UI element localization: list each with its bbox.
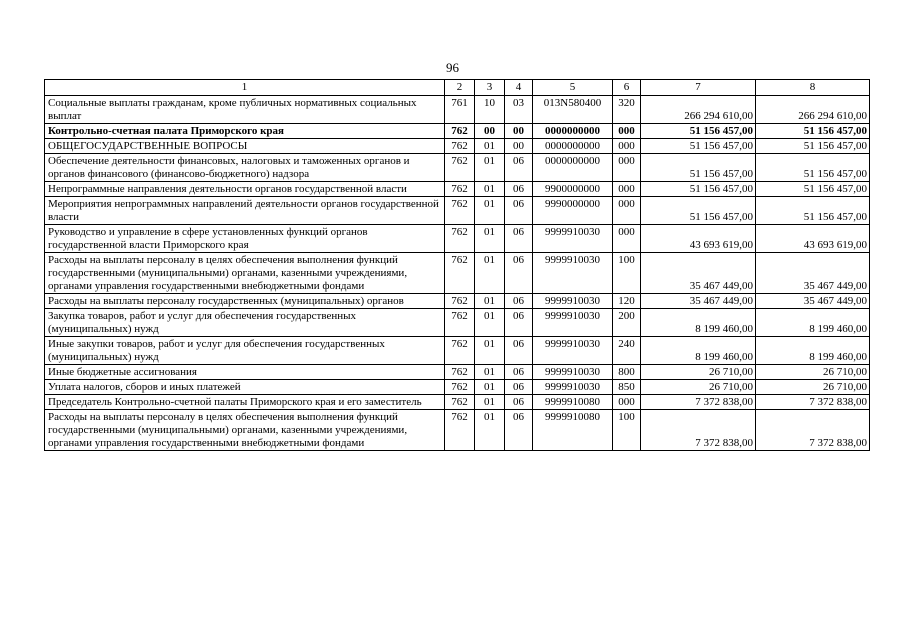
table-row [45, 395, 870, 410]
amount-cell: 51 156 457,00 [641, 139, 756, 154]
target-article-cell: 0000000000 [533, 139, 613, 154]
row-name-cell: Председатель Контрольно-счетной палаты Приморского края и его заместитель [45, 395, 445, 410]
table-row [45, 139, 870, 154]
section-code-cell: 01 [475, 337, 505, 365]
amount-cell: 26 710,00 [641, 380, 756, 395]
column-header: 2 [445, 80, 475, 96]
amount-cell: 51 156 457,00 [756, 124, 870, 139]
expense-type-cell: 000 [613, 182, 641, 197]
subsection-code-cell: 00 [505, 139, 533, 154]
admin-code-cell: 761 [445, 96, 475, 124]
table-body [45, 80, 870, 451]
expense-type-cell: 000 [613, 395, 641, 410]
amount-cell: 266 294 610,00 [641, 96, 756, 124]
expense-type-cell: 320 [613, 96, 641, 124]
expense-type-cell: 850 [613, 380, 641, 395]
table-row [45, 309, 870, 337]
column-header: 3 [475, 80, 505, 96]
expense-type-cell: 100 [613, 253, 641, 294]
table-row [45, 154, 870, 182]
row-name-cell: Уплата налогов, сборов и иных платежей [45, 380, 445, 395]
subsection-code-cell: 06 [505, 365, 533, 380]
row-name-cell: Закупка товаров, работ и услуг для обеспечения государственных (муниципальных) нужд [45, 309, 445, 337]
table-header-row [45, 80, 870, 96]
amount-cell: 7 372 838,00 [641, 410, 756, 451]
expense-type-cell: 120 [613, 294, 641, 309]
amount-cell: 51 156 457,00 [756, 154, 870, 182]
subsection-code-cell: 06 [505, 395, 533, 410]
row-name-cell: Обеспечение деятельности финансовых, налоговых и таможенных органов и органов финансового (финансово-бюджетного) надзора [45, 154, 445, 182]
amount-cell: 7 372 838,00 [756, 395, 870, 410]
table-row [45, 124, 870, 139]
target-article-cell: 9999910030 [533, 365, 613, 380]
target-article-cell: 0000000000 [533, 154, 613, 182]
row-name-cell: Непрограммные направления деятельности органов государственной власти [45, 182, 445, 197]
row-name-cell: Иные закупки товаров, работ и услуг для обеспечения государственных (муниципальных) нужд [45, 337, 445, 365]
table-row [45, 365, 870, 380]
target-article-cell: 013N580400 [533, 96, 613, 124]
section-code-cell: 01 [475, 197, 505, 225]
admin-code-cell: 762 [445, 410, 475, 451]
row-name-cell: Социальные выплаты гражданам, кроме публичных нормативных социальных выплат [45, 96, 445, 124]
admin-code-cell: 762 [445, 154, 475, 182]
section-code-cell: 01 [475, 380, 505, 395]
section-code-cell: 01 [475, 139, 505, 154]
expense-type-cell: 200 [613, 309, 641, 337]
expense-type-cell: 100 [613, 410, 641, 451]
amount-cell: 43 693 619,00 [641, 225, 756, 253]
admin-code-cell: 762 [445, 182, 475, 197]
amount-cell: 35 467 449,00 [756, 294, 870, 309]
table-row [45, 337, 870, 365]
amount-cell: 26 710,00 [641, 365, 756, 380]
admin-code-cell: 762 [445, 395, 475, 410]
amount-cell: 7 372 838,00 [756, 410, 870, 451]
target-article-cell: 9999910080 [533, 410, 613, 451]
target-article-cell: 9999910030 [533, 309, 613, 337]
target-article-cell: 9999910030 [533, 337, 613, 365]
amount-cell: 51 156 457,00 [641, 124, 756, 139]
column-header: 8 [756, 80, 870, 96]
subsection-code-cell: 06 [505, 225, 533, 253]
subsection-code-cell: 06 [505, 197, 533, 225]
admin-code-cell: 762 [445, 337, 475, 365]
target-article-cell: 9990000000 [533, 197, 613, 225]
expense-type-cell: 000 [613, 154, 641, 182]
expense-type-cell: 000 [613, 124, 641, 139]
expense-type-cell: 000 [613, 225, 641, 253]
column-header: 4 [505, 80, 533, 96]
section-code-cell: 01 [475, 294, 505, 309]
subsection-code-cell: 06 [505, 182, 533, 197]
amount-cell: 51 156 457,00 [756, 139, 870, 154]
table-row [45, 380, 870, 395]
expense-type-cell: 000 [613, 139, 641, 154]
table-row [45, 253, 870, 294]
section-code-cell: 10 [475, 96, 505, 124]
section-code-cell: 01 [475, 395, 505, 410]
amount-cell: 8 199 460,00 [641, 337, 756, 365]
amount-cell: 8 199 460,00 [641, 309, 756, 337]
table-row [45, 182, 870, 197]
admin-code-cell: 762 [445, 197, 475, 225]
section-code-cell: 01 [475, 225, 505, 253]
column-header: 6 [613, 80, 641, 96]
admin-code-cell: 762 [445, 380, 475, 395]
subsection-code-cell: 06 [505, 337, 533, 365]
amount-cell: 8 199 460,00 [756, 337, 870, 365]
section-code-cell: 01 [475, 253, 505, 294]
table-row [45, 197, 870, 225]
amount-cell: 51 156 457,00 [641, 182, 756, 197]
row-name-cell: Руководство и управление в сфере установленных функций органов государственной власти Приморского края [45, 225, 445, 253]
row-name-cell: Мероприятия непрограммных направлений деятельности органов государственной власти [45, 197, 445, 225]
row-name-cell: Расходы на выплаты персоналу в целях обеспечения выполнения функций государственными (муниципальными) органами, казенными учреждениями, органами управления государственными внебюджетными фондами [45, 253, 445, 294]
section-code-cell: 01 [475, 410, 505, 451]
subsection-code-cell: 06 [505, 253, 533, 294]
row-name-cell: Контрольно-счетная палата Приморского края [45, 124, 445, 139]
amount-cell: 35 467 449,00 [756, 253, 870, 294]
amount-cell: 51 156 457,00 [756, 182, 870, 197]
subsection-code-cell: 00 [505, 124, 533, 139]
subsection-code-cell: 06 [505, 380, 533, 395]
row-name-cell: ОБЩЕГОСУДАРСТВЕННЫЕ ВОПРОСЫ [45, 139, 445, 154]
column-header: 7 [641, 80, 756, 96]
target-article-cell: 9999910080 [533, 395, 613, 410]
target-article-cell: 9999910030 [533, 380, 613, 395]
subsection-code-cell: 06 [505, 154, 533, 182]
column-header: 1 [45, 80, 445, 96]
target-article-cell: 9999910030 [533, 294, 613, 309]
admin-code-cell: 762 [445, 139, 475, 154]
amount-cell: 7 372 838,00 [641, 395, 756, 410]
admin-code-cell: 762 [445, 253, 475, 294]
subsection-code-cell: 06 [505, 410, 533, 451]
admin-code-cell: 762 [445, 365, 475, 380]
subsection-code-cell: 06 [505, 294, 533, 309]
subsection-code-cell: 03 [505, 96, 533, 124]
amount-cell: 266 294 610,00 [756, 96, 870, 124]
section-code-cell: 00 [475, 124, 505, 139]
section-code-cell: 01 [475, 154, 505, 182]
table-row [45, 96, 870, 124]
amount-cell: 35 467 449,00 [641, 294, 756, 309]
admin-code-cell: 762 [445, 309, 475, 337]
subsection-code-cell: 06 [505, 309, 533, 337]
admin-code-cell: 762 [445, 124, 475, 139]
target-article-cell: 9999910030 [533, 253, 613, 294]
target-article-cell: 0000000000 [533, 124, 613, 139]
expense-type-cell: 240 [613, 337, 641, 365]
section-code-cell: 01 [475, 365, 505, 380]
amount-cell: 43 693 619,00 [756, 225, 870, 253]
page-number: 96 [446, 60, 459, 75]
amount-cell: 35 467 449,00 [641, 253, 756, 294]
admin-code-cell: 762 [445, 225, 475, 253]
table-row [45, 410, 870, 451]
column-header: 5 [533, 80, 613, 96]
amount-cell: 51 156 457,00 [641, 154, 756, 182]
amount-cell: 8 199 460,00 [756, 309, 870, 337]
target-article-cell: 9900000000 [533, 182, 613, 197]
row-name-cell: Иные бюджетные ассигнования [45, 365, 445, 380]
row-name-cell: Расходы на выплаты персоналу в целях обеспечения выполнения функций государственными (муниципальными) органами, казенными учреждениями, органами управления государственными внебюджетными фондами [45, 410, 445, 451]
table-row [45, 294, 870, 309]
row-name-cell: Расходы на выплаты персоналу государственных (муниципальных) органов [45, 294, 445, 309]
admin-code-cell: 762 [445, 294, 475, 309]
budget-table [44, 79, 870, 451]
table-row [45, 225, 870, 253]
amount-cell: 51 156 457,00 [756, 197, 870, 225]
expense-type-cell: 800 [613, 365, 641, 380]
amount-cell: 51 156 457,00 [641, 197, 756, 225]
expense-type-cell: 000 [613, 197, 641, 225]
target-article-cell: 9999910030 [533, 225, 613, 253]
section-code-cell: 01 [475, 309, 505, 337]
amount-cell: 26 710,00 [756, 365, 870, 380]
section-code-cell: 01 [475, 182, 505, 197]
amount-cell: 26 710,00 [756, 380, 870, 395]
